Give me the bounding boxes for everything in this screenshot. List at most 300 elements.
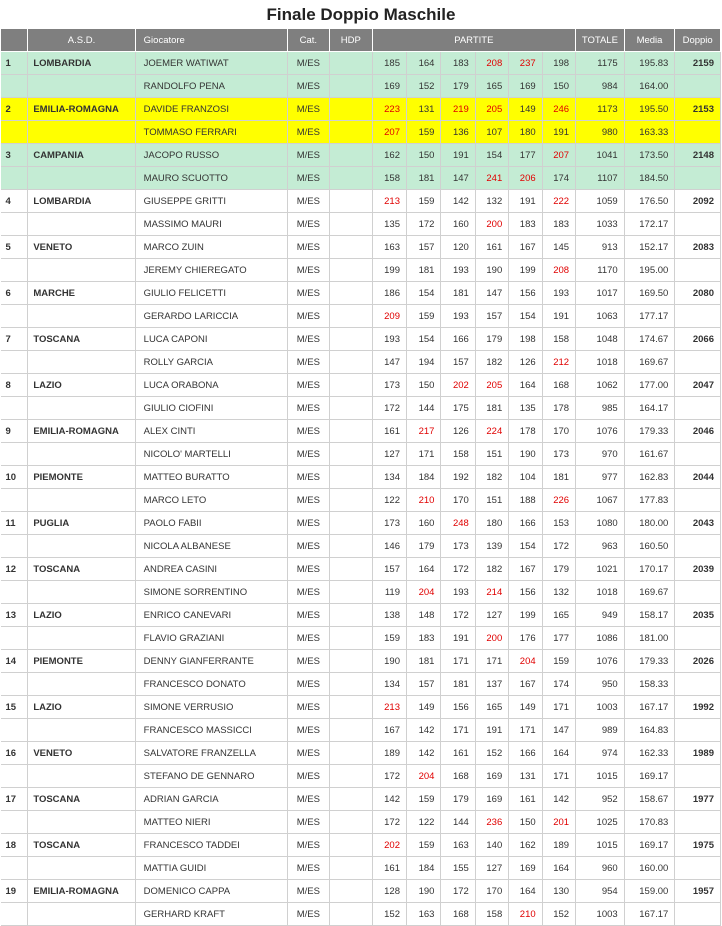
asd-cell xyxy=(28,535,135,558)
doppio-cell xyxy=(675,443,721,466)
player-name: MATTIA GUIDI xyxy=(135,857,287,880)
asd-cell xyxy=(28,75,135,98)
total-cell: 1173 xyxy=(576,98,625,121)
category-cell: M/ES xyxy=(287,811,330,834)
category-cell: M/ES xyxy=(287,857,330,880)
category-cell: M/ES xyxy=(287,673,330,696)
category-cell: M/ES xyxy=(287,144,330,167)
hdp-cell xyxy=(330,811,373,834)
media-cell: 164.00 xyxy=(624,75,675,98)
category-cell: M/ES xyxy=(287,351,330,374)
hdp-cell xyxy=(330,466,373,489)
table-row xyxy=(1,75,721,98)
header-hdp: HDP xyxy=(330,29,373,52)
table-row xyxy=(1,535,721,558)
table-row xyxy=(1,558,721,581)
game-score: 138 xyxy=(372,604,406,627)
total-cell: 1033 xyxy=(576,213,625,236)
rank-cell: 12 xyxy=(1,558,28,581)
total-cell: 963 xyxy=(576,535,625,558)
game-score: 155 xyxy=(441,857,475,880)
media-cell: 169.67 xyxy=(624,351,675,374)
doppio-cell xyxy=(675,351,721,374)
asd-cell: EMILIA-ROMAGNA xyxy=(28,880,135,903)
doppio-cell: 1992 xyxy=(675,696,721,719)
total-cell: 1018 xyxy=(576,351,625,374)
category-cell: M/ES xyxy=(287,213,330,236)
game-score: 152 xyxy=(542,903,575,926)
game-score: 182 xyxy=(475,466,508,489)
category-cell: M/ES xyxy=(287,604,330,627)
rank-cell: 17 xyxy=(1,788,28,811)
media-cell: 167.17 xyxy=(624,696,675,719)
game-score: 169 xyxy=(509,75,542,98)
table-row xyxy=(1,811,721,834)
game-score: 202 xyxy=(372,834,406,857)
player-name: JOEMER WATIWAT xyxy=(135,52,287,75)
game-score: 193 xyxy=(542,282,575,305)
rank-cell xyxy=(1,351,28,374)
rank-cell: 16 xyxy=(1,742,28,765)
game-score: 142 xyxy=(441,190,475,213)
doppio-cell: 2080 xyxy=(675,282,721,305)
rank-cell xyxy=(1,121,28,144)
game-score: 190 xyxy=(407,880,441,903)
doppio-cell: 2046 xyxy=(675,420,721,443)
table-row xyxy=(1,673,721,696)
asd-cell: MARCHE xyxy=(28,282,135,305)
table-row xyxy=(1,259,721,282)
game-score: 168 xyxy=(542,374,575,397)
rank-cell: 3 xyxy=(1,144,28,167)
game-score: 207 xyxy=(372,121,406,144)
asd-cell xyxy=(28,489,135,512)
game-score: 201 xyxy=(542,811,575,834)
media-cell: 179.33 xyxy=(624,420,675,443)
hdp-cell xyxy=(330,719,373,742)
rank-cell xyxy=(1,167,28,190)
hdp-cell xyxy=(330,167,373,190)
game-score: 171 xyxy=(542,765,575,788)
asd-cell: EMILIA-ROMAGNA xyxy=(28,420,135,443)
game-score: 137 xyxy=(475,673,508,696)
media-cell: 176.50 xyxy=(624,190,675,213)
hdp-cell xyxy=(330,374,373,397)
total-cell: 980 xyxy=(576,121,625,144)
hdp-cell xyxy=(330,259,373,282)
game-score: 169 xyxy=(475,765,508,788)
game-score: 179 xyxy=(475,328,508,351)
hdp-cell xyxy=(330,581,373,604)
game-score: 161 xyxy=(441,742,475,765)
game-score: 172 xyxy=(372,397,406,420)
player-name: FRANCESCO MASSICCI xyxy=(135,719,287,742)
asd-cell: LAZIO xyxy=(28,696,135,719)
media-cell: 160.50 xyxy=(624,535,675,558)
player-name: DOMENICO CAPPA xyxy=(135,880,287,903)
game-score: 159 xyxy=(407,834,441,857)
game-score: 193 xyxy=(441,305,475,328)
hdp-cell xyxy=(330,765,373,788)
table-row xyxy=(1,719,721,742)
hdp-cell xyxy=(330,351,373,374)
media-cell: 195.50 xyxy=(624,98,675,121)
doppio-cell: 1957 xyxy=(675,880,721,903)
asd-cell xyxy=(28,397,135,420)
header-totale: TOTALE xyxy=(576,29,625,52)
doppio-cell: 2043 xyxy=(675,512,721,535)
rank-cell xyxy=(1,857,28,880)
player-name: MATTEO BURATTO xyxy=(135,466,287,489)
category-cell: M/ES xyxy=(287,121,330,144)
game-score: 122 xyxy=(407,811,441,834)
game-score: 142 xyxy=(372,788,406,811)
total-cell: 960 xyxy=(576,857,625,880)
game-score: 126 xyxy=(509,351,542,374)
media-cell: 170.17 xyxy=(624,558,675,581)
hdp-cell xyxy=(330,98,373,121)
player-name: GERHARD KRAFT xyxy=(135,903,287,926)
media-cell: 158.67 xyxy=(624,788,675,811)
doppio-cell xyxy=(675,857,721,880)
player-name: FRANCESCO TADDEI xyxy=(135,834,287,857)
game-score: 159 xyxy=(407,305,441,328)
game-score: 161 xyxy=(372,857,406,880)
game-score: 156 xyxy=(441,696,475,719)
game-score: 149 xyxy=(509,98,542,121)
total-cell: 1015 xyxy=(576,834,625,857)
game-score: 150 xyxy=(542,75,575,98)
table-row xyxy=(1,765,721,788)
game-score: 219 xyxy=(441,98,475,121)
game-score: 167 xyxy=(509,236,542,259)
hdp-cell xyxy=(330,696,373,719)
rank-cell xyxy=(1,213,28,236)
hdp-cell xyxy=(330,512,373,535)
table-row xyxy=(1,650,721,673)
player-name: FLAVIO GRAZIANI xyxy=(135,627,287,650)
doppio-cell: 2026 xyxy=(675,650,721,673)
game-score: 169 xyxy=(372,75,406,98)
asd-cell xyxy=(28,167,135,190)
game-score: 190 xyxy=(372,650,406,673)
hdp-cell xyxy=(330,282,373,305)
game-score: 157 xyxy=(475,305,508,328)
game-score: 185 xyxy=(372,52,406,75)
media-cell: 164.83 xyxy=(624,719,675,742)
game-score: 159 xyxy=(407,121,441,144)
game-score: 208 xyxy=(475,52,508,75)
rank-cell xyxy=(1,305,28,328)
media-cell: 158.17 xyxy=(624,604,675,627)
rank-cell: 9 xyxy=(1,420,28,443)
doppio-cell xyxy=(675,673,721,696)
hdp-cell xyxy=(330,236,373,259)
table-row xyxy=(1,466,721,489)
game-score: 146 xyxy=(372,535,406,558)
game-score: 139 xyxy=(475,535,508,558)
game-score: 217 xyxy=(407,420,441,443)
game-score: 170 xyxy=(441,489,475,512)
game-score: 159 xyxy=(407,190,441,213)
game-score: 214 xyxy=(475,581,508,604)
hdp-cell xyxy=(330,144,373,167)
game-score: 205 xyxy=(475,374,508,397)
game-score: 181 xyxy=(407,259,441,282)
game-score: 160 xyxy=(407,512,441,535)
category-cell: M/ES xyxy=(287,397,330,420)
game-score: 140 xyxy=(475,834,508,857)
player-name: STEFANO DE GENNARO xyxy=(135,765,287,788)
game-score: 199 xyxy=(509,604,542,627)
game-score: 226 xyxy=(542,489,575,512)
game-score: 182 xyxy=(475,558,508,581)
game-score: 165 xyxy=(475,75,508,98)
game-score: 164 xyxy=(407,52,441,75)
doppio-cell xyxy=(675,627,721,650)
table-row xyxy=(1,167,721,190)
rank-cell xyxy=(1,627,28,650)
game-score: 168 xyxy=(441,903,475,926)
player-name: LUCA ORABONA xyxy=(135,374,287,397)
game-score: 236 xyxy=(475,811,508,834)
game-score: 188 xyxy=(509,489,542,512)
media-cell: 160.00 xyxy=(624,857,675,880)
table-row xyxy=(1,190,721,213)
rank-cell: 2 xyxy=(1,98,28,121)
hdp-cell xyxy=(330,558,373,581)
game-score: 126 xyxy=(441,420,475,443)
table-header-row xyxy=(1,29,721,52)
asd-cell: LAZIO xyxy=(28,604,135,627)
total-cell: 1003 xyxy=(576,696,625,719)
player-name: RANDOLFO PENA xyxy=(135,75,287,98)
total-cell: 1080 xyxy=(576,512,625,535)
game-score: 181 xyxy=(441,282,475,305)
rank-cell: 6 xyxy=(1,282,28,305)
player-name: SIMONE SORRENTINO xyxy=(135,581,287,604)
rank-cell: 13 xyxy=(1,604,28,627)
doppio-cell xyxy=(675,167,721,190)
game-score: 159 xyxy=(542,650,575,673)
game-score: 167 xyxy=(372,719,406,742)
media-cell: 152.17 xyxy=(624,236,675,259)
player-name: GIULIO FELICETTI xyxy=(135,282,287,305)
results-table xyxy=(0,28,721,926)
doppio-cell xyxy=(675,397,721,420)
category-cell: M/ES xyxy=(287,650,330,673)
game-score: 191 xyxy=(441,144,475,167)
media-cell: 162.83 xyxy=(624,466,675,489)
game-score: 120 xyxy=(441,236,475,259)
doppio-cell xyxy=(675,903,721,926)
game-score: 172 xyxy=(372,765,406,788)
game-score: 119 xyxy=(372,581,406,604)
player-name: SIMONE VERRUSIO xyxy=(135,696,287,719)
doppio-cell xyxy=(675,535,721,558)
game-score: 147 xyxy=(542,719,575,742)
media-cell: 181.00 xyxy=(624,627,675,650)
game-score: 206 xyxy=(509,167,542,190)
hdp-cell xyxy=(330,535,373,558)
doppio-cell: 1975 xyxy=(675,834,721,857)
game-score: 171 xyxy=(407,443,441,466)
total-cell: 1086 xyxy=(576,627,625,650)
game-score: 165 xyxy=(475,696,508,719)
total-cell: 1170 xyxy=(576,259,625,282)
table-row xyxy=(1,489,721,512)
hdp-cell xyxy=(330,788,373,811)
category-cell: M/ES xyxy=(287,259,330,282)
total-cell: 985 xyxy=(576,397,625,420)
player-name: TOMMASO FERRARI xyxy=(135,121,287,144)
game-score: 130 xyxy=(542,880,575,903)
game-score: 131 xyxy=(509,765,542,788)
game-score: 191 xyxy=(509,190,542,213)
doppio-cell: 2159 xyxy=(675,52,721,75)
game-score: 194 xyxy=(407,351,441,374)
game-score: 151 xyxy=(475,489,508,512)
category-cell: M/ES xyxy=(287,374,330,397)
doppio-cell xyxy=(675,213,721,236)
asd-cell xyxy=(28,259,135,282)
asd-cell: TOSCANA xyxy=(28,788,135,811)
asd-cell: EMILIA-ROMAGNA xyxy=(28,98,135,121)
total-cell: 1062 xyxy=(576,374,625,397)
rank-cell: 19 xyxy=(1,880,28,903)
game-score: 135 xyxy=(372,213,406,236)
game-score: 152 xyxy=(475,742,508,765)
doppio-cell: 2153 xyxy=(675,98,721,121)
game-score: 248 xyxy=(441,512,475,535)
table-row xyxy=(1,834,721,857)
asd-cell xyxy=(28,305,135,328)
game-score: 171 xyxy=(441,650,475,673)
game-score: 142 xyxy=(407,742,441,765)
asd-cell: TOSCANA xyxy=(28,328,135,351)
game-score: 169 xyxy=(509,857,542,880)
category-cell: M/ES xyxy=(287,52,330,75)
game-score: 241 xyxy=(475,167,508,190)
game-score: 174 xyxy=(542,167,575,190)
total-cell: 989 xyxy=(576,719,625,742)
game-score: 150 xyxy=(407,144,441,167)
asd-cell xyxy=(28,443,135,466)
rank-cell: 15 xyxy=(1,696,28,719)
media-cell: 195.83 xyxy=(624,52,675,75)
doppio-cell xyxy=(675,259,721,282)
game-score: 150 xyxy=(407,374,441,397)
category-cell: M/ES xyxy=(287,282,330,305)
game-score: 200 xyxy=(475,627,508,650)
game-score: 179 xyxy=(441,788,475,811)
doppio-cell: 2148 xyxy=(675,144,721,167)
game-score: 172 xyxy=(441,558,475,581)
asd-cell: PIEMONTE xyxy=(28,466,135,489)
table-row xyxy=(1,880,721,903)
rank-cell xyxy=(1,75,28,98)
rank-cell: 4 xyxy=(1,190,28,213)
game-score: 179 xyxy=(407,535,441,558)
media-cell: 169.17 xyxy=(624,765,675,788)
player-name: MARCO LETO xyxy=(135,489,287,512)
game-score: 144 xyxy=(441,811,475,834)
doppio-cell: 2047 xyxy=(675,374,721,397)
player-name: MAURO SCUOTTO xyxy=(135,167,287,190)
game-score: 172 xyxy=(407,213,441,236)
header-media: Media xyxy=(624,29,675,52)
game-score: 222 xyxy=(542,190,575,213)
hdp-cell xyxy=(330,75,373,98)
header-doppio: Doppio xyxy=(675,29,721,52)
table-row xyxy=(1,52,721,75)
player-name: ALEX CINTI xyxy=(135,420,287,443)
hdp-cell xyxy=(330,627,373,650)
player-name: GERARDO LARICCIA xyxy=(135,305,287,328)
total-cell: 977 xyxy=(576,466,625,489)
game-score: 152 xyxy=(372,903,406,926)
game-score: 168 xyxy=(441,765,475,788)
media-cell: 167.17 xyxy=(624,903,675,926)
game-score: 165 xyxy=(542,604,575,627)
table-row xyxy=(1,512,721,535)
game-score: 181 xyxy=(407,167,441,190)
game-score: 147 xyxy=(441,167,475,190)
total-cell: 950 xyxy=(576,673,625,696)
asd-cell xyxy=(28,627,135,650)
asd-cell xyxy=(28,673,135,696)
game-score: 193 xyxy=(441,259,475,282)
game-score: 178 xyxy=(509,420,542,443)
rank-cell xyxy=(1,903,28,926)
total-cell: 1076 xyxy=(576,650,625,673)
game-score: 172 xyxy=(441,880,475,903)
doppio-cell: 2044 xyxy=(675,466,721,489)
rank-cell xyxy=(1,673,28,696)
table-row xyxy=(1,581,721,604)
doppio-cell: 2035 xyxy=(675,604,721,627)
game-score: 158 xyxy=(441,443,475,466)
asd-cell: LAZIO xyxy=(28,374,135,397)
media-cell: 177.83 xyxy=(624,489,675,512)
game-score: 169 xyxy=(475,788,508,811)
category-cell: M/ES xyxy=(287,443,330,466)
game-score: 202 xyxy=(441,374,475,397)
header-giocatore: Giocatore xyxy=(135,29,287,52)
media-cell: 169.67 xyxy=(624,581,675,604)
game-score: 127 xyxy=(475,604,508,627)
category-cell: M/ES xyxy=(287,420,330,443)
table-row xyxy=(1,328,721,351)
game-score: 171 xyxy=(509,719,542,742)
game-score: 193 xyxy=(372,328,406,351)
doppio-cell xyxy=(675,811,721,834)
game-score: 184 xyxy=(407,857,441,880)
game-score: 154 xyxy=(407,328,441,351)
game-score: 173 xyxy=(372,374,406,397)
total-cell: 1076 xyxy=(576,420,625,443)
total-cell: 1175 xyxy=(576,52,625,75)
player-name: JACOPO RUSSO xyxy=(135,144,287,167)
game-score: 210 xyxy=(407,489,441,512)
results-body xyxy=(1,52,721,926)
total-cell: 984 xyxy=(576,75,625,98)
hdp-cell xyxy=(330,742,373,765)
total-cell: 1018 xyxy=(576,581,625,604)
total-cell: 1063 xyxy=(576,305,625,328)
total-cell: 970 xyxy=(576,443,625,466)
asd-cell: TOSCANA xyxy=(28,558,135,581)
